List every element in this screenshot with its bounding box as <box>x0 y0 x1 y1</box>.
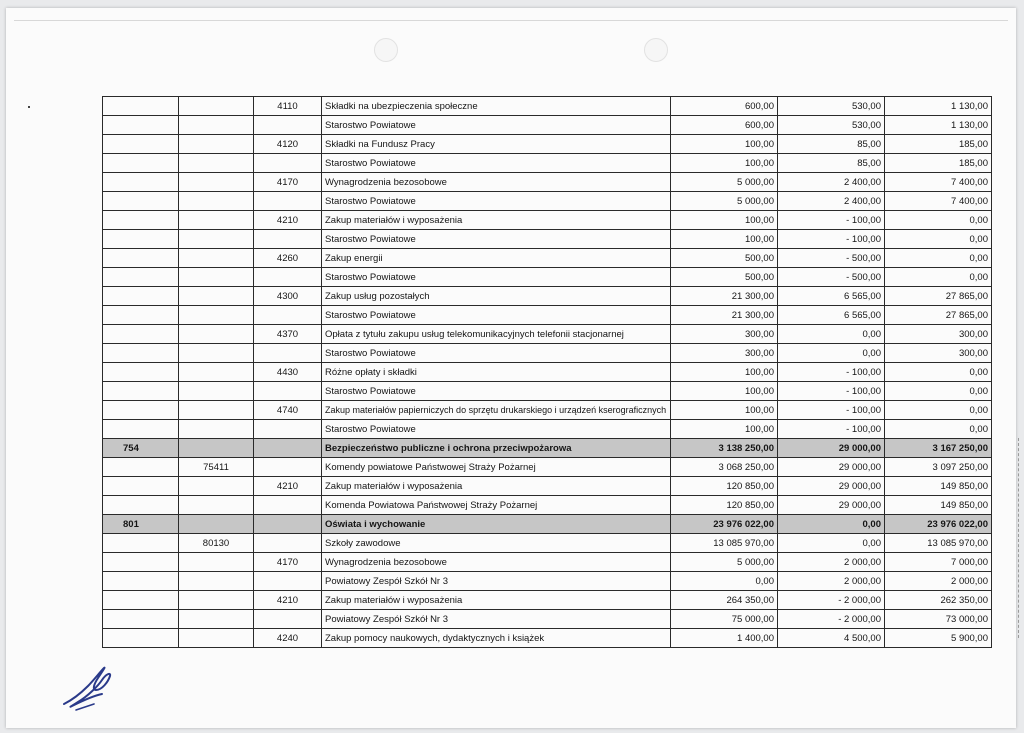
top-edge-line <box>14 20 1008 21</box>
col-plan-after: 23 976 022,00 <box>885 515 992 534</box>
col-change: 530,00 <box>778 97 885 116</box>
table-row <box>103 192 992 211</box>
table-row <box>103 610 992 629</box>
col-plan-after: 1 130,00 <box>885 116 992 135</box>
col-description: Starostwo Powiatowe <box>322 420 671 439</box>
col-paragraf <box>254 515 322 534</box>
col-dzial <box>103 192 179 211</box>
col-plan-before: 3 138 250,00 <box>671 439 778 458</box>
col-dzial: 801 <box>103 515 179 534</box>
col-paragraf <box>254 534 322 553</box>
col-rozdzial <box>179 553 254 572</box>
col-plan-after: 7 400,00 <box>885 192 992 211</box>
table-row <box>103 306 992 325</box>
col-rozdzial <box>179 249 254 268</box>
col-plan-before: 100,00 <box>671 420 778 439</box>
col-change: 29 000,00 <box>778 496 885 515</box>
col-paragraf <box>254 116 322 135</box>
col-change: 0,00 <box>778 344 885 363</box>
col-change: - 100,00 <box>778 382 885 401</box>
col-plan-before: 0,00 <box>671 572 778 591</box>
col-paragraf: 4260 <box>254 249 322 268</box>
col-plan-after: 73 000,00 <box>885 610 992 629</box>
col-plan-after: 1 130,00 <box>885 97 992 116</box>
col-plan-after: 0,00 <box>885 420 992 439</box>
col-plan-after: 0,00 <box>885 401 992 420</box>
col-description: Starostwo Powiatowe <box>322 116 671 135</box>
col-description: Starostwo Powiatowe <box>322 268 671 287</box>
col-plan-after: 300,00 <box>885 344 992 363</box>
col-plan-before: 300,00 <box>671 344 778 363</box>
col-change: - 100,00 <box>778 401 885 420</box>
col-description: Składki na ubezpieczenia społeczne <box>322 97 671 116</box>
col-description: Powiatowy Zespół Szkół Nr 3 <box>322 610 671 629</box>
col-description: Oświata i wychowanie <box>322 515 671 534</box>
col-description: Bezpieczeństwo publiczne i ochrona przeciwpożarowa <box>322 439 671 458</box>
table-row <box>103 363 992 382</box>
col-rozdzial <box>179 306 254 325</box>
col-rozdzial <box>179 135 254 154</box>
table-row <box>103 116 992 135</box>
col-change: - 2 000,00 <box>778 610 885 629</box>
col-paragraf <box>254 439 322 458</box>
col-plan-before: 5 000,00 <box>671 553 778 572</box>
col-plan-before: 100,00 <box>671 363 778 382</box>
col-plan-after: 3 097 250,00 <box>885 458 992 477</box>
table-row <box>103 268 992 287</box>
col-description: Zakup materiałów i wyposażenia <box>322 591 671 610</box>
col-plan-after: 262 350,00 <box>885 591 992 610</box>
col-dzial <box>103 249 179 268</box>
col-dzial <box>103 496 179 515</box>
col-change: - 500,00 <box>778 268 885 287</box>
col-description: Składki na Fundusz Pracy <box>322 135 671 154</box>
col-change: - 100,00 <box>778 230 885 249</box>
col-dzial <box>103 610 179 629</box>
col-change: 2 400,00 <box>778 192 885 211</box>
col-description: Starostwo Powiatowe <box>322 192 671 211</box>
col-plan-after: 27 865,00 <box>885 287 992 306</box>
section-row <box>103 515 992 534</box>
col-paragraf: 4120 <box>254 135 322 154</box>
table-row <box>103 344 992 363</box>
col-change: 2 400,00 <box>778 173 885 192</box>
col-plan-after: 0,00 <box>885 249 992 268</box>
col-dzial <box>103 173 179 192</box>
col-plan-after: 3 167 250,00 <box>885 439 992 458</box>
col-dzial <box>103 420 179 439</box>
col-plan-before: 21 300,00 <box>671 306 778 325</box>
col-description: Starostwo Powiatowe <box>322 306 671 325</box>
table-row <box>103 534 992 553</box>
col-rozdzial <box>179 192 254 211</box>
col-plan-before: 1 400,00 <box>671 629 778 648</box>
table-row <box>103 496 992 515</box>
col-rozdzial <box>179 287 254 306</box>
col-dzial <box>103 306 179 325</box>
col-dzial <box>103 287 179 306</box>
col-description: Opłata z tytułu zakupu usług telekomunikacyjnych telefonii stacjonarnej <box>322 325 671 344</box>
col-dzial <box>103 211 179 230</box>
col-rozdzial <box>179 629 254 648</box>
col-plan-before: 100,00 <box>671 211 778 230</box>
table-row <box>103 591 992 610</box>
table-row <box>103 173 992 192</box>
col-plan-before: 264 350,00 <box>671 591 778 610</box>
col-rozdzial <box>179 496 254 515</box>
table-row <box>103 553 992 572</box>
col-plan-after: 149 850,00 <box>885 496 992 515</box>
col-description: Zakup materiałów i wyposażenia <box>322 211 671 230</box>
col-plan-before: 120 850,00 <box>671 496 778 515</box>
col-description: Zakup materiałów papierniczych do sprzętu drukarskiego i urządzeń kserograficznych <box>322 401 671 420</box>
col-rozdzial <box>179 211 254 230</box>
col-rozdzial <box>179 268 254 287</box>
col-plan-before: 120 850,00 <box>671 477 778 496</box>
col-dzial <box>103 116 179 135</box>
col-plan-before: 100,00 <box>671 135 778 154</box>
col-rozdzial <box>179 97 254 116</box>
col-dzial <box>103 268 179 287</box>
col-paragraf: 4170 <box>254 553 322 572</box>
col-plan-before: 500,00 <box>671 268 778 287</box>
col-change: - 100,00 <box>778 420 885 439</box>
col-description: Starostwo Powiatowe <box>322 344 671 363</box>
col-paragraf <box>254 496 322 515</box>
col-change: 29 000,00 <box>778 458 885 477</box>
col-description: Wynagrodzenia bezosobowe <box>322 173 671 192</box>
table-row <box>103 401 992 420</box>
col-plan-after: 149 850,00 <box>885 477 992 496</box>
col-dzial <box>103 534 179 553</box>
col-dzial <box>103 344 179 363</box>
table-row <box>103 249 992 268</box>
col-description: Zakup pomocy naukowych, dydaktycznych i książek <box>322 629 671 648</box>
col-plan-before: 100,00 <box>671 230 778 249</box>
col-plan-before: 5 000,00 <box>671 192 778 211</box>
table-row <box>103 572 992 591</box>
col-paragraf: 4240 <box>254 629 322 648</box>
col-plan-after: 2 000,00 <box>885 572 992 591</box>
table-row <box>103 135 992 154</box>
col-rozdzial <box>179 325 254 344</box>
col-plan-after: 5 900,00 <box>885 629 992 648</box>
col-plan-after: 0,00 <box>885 382 992 401</box>
col-description: Komendy powiatowe Państwowej Straży Pożarnej <box>322 458 671 477</box>
col-change: 0,00 <box>778 534 885 553</box>
col-plan-before: 23 976 022,00 <box>671 515 778 534</box>
table-row <box>103 477 992 496</box>
col-plan-before: 100,00 <box>671 401 778 420</box>
col-plan-after: 185,00 <box>885 135 992 154</box>
col-change: 6 565,00 <box>778 287 885 306</box>
col-change: 6 565,00 <box>778 306 885 325</box>
col-dzial <box>103 401 179 420</box>
col-paragraf: 4210 <box>254 211 322 230</box>
col-paragraf <box>254 344 322 363</box>
col-plan-before: 75 000,00 <box>671 610 778 629</box>
table-row <box>103 629 992 648</box>
col-paragraf <box>254 420 322 439</box>
col-plan-after: 13 085 970,00 <box>885 534 992 553</box>
col-plan-after: 0,00 <box>885 230 992 249</box>
col-description: Różne opłaty i składki <box>322 363 671 382</box>
col-change: 0,00 <box>778 515 885 534</box>
table-row <box>103 154 992 173</box>
col-rozdzial <box>179 154 254 173</box>
col-paragraf <box>254 572 322 591</box>
col-rozdzial <box>179 591 254 610</box>
col-rozdzial <box>179 363 254 382</box>
col-description: Zakup usług pozostałych <box>322 287 671 306</box>
table-row <box>103 211 992 230</box>
col-paragraf: 4110 <box>254 97 322 116</box>
col-change: 29 000,00 <box>778 439 885 458</box>
col-description: Starostwo Powiatowe <box>322 382 671 401</box>
col-description: Zakup materiałów i wyposażenia <box>322 477 671 496</box>
col-dzial <box>103 382 179 401</box>
table-row <box>103 325 992 344</box>
col-plan-before: 100,00 <box>671 382 778 401</box>
edge-perforation <box>1018 438 1022 638</box>
col-rozdzial <box>179 610 254 629</box>
col-description: Szkoły zawodowe <box>322 534 671 553</box>
col-rozdzial <box>179 420 254 439</box>
col-dzial <box>103 230 179 249</box>
col-paragraf: 4430 <box>254 363 322 382</box>
table-row <box>103 420 992 439</box>
col-rozdzial <box>179 515 254 534</box>
col-rozdzial <box>179 477 254 496</box>
col-plan-before: 3 068 250,00 <box>671 458 778 477</box>
col-dzial <box>103 154 179 173</box>
col-dzial <box>103 325 179 344</box>
col-change: - 100,00 <box>778 211 885 230</box>
table-row <box>103 97 992 116</box>
col-change: 2 000,00 <box>778 572 885 591</box>
col-dzial <box>103 363 179 382</box>
col-plan-after: 185,00 <box>885 154 992 173</box>
col-plan-after: 7 400,00 <box>885 173 992 192</box>
col-change: - 100,00 <box>778 363 885 382</box>
col-change: 29 000,00 <box>778 477 885 496</box>
col-dzial <box>103 629 179 648</box>
col-dzial <box>103 477 179 496</box>
col-change: 2 000,00 <box>778 553 885 572</box>
col-dzial <box>103 572 179 591</box>
col-rozdzial <box>179 173 254 192</box>
table-row <box>103 287 992 306</box>
col-plan-after: 0,00 <box>885 211 992 230</box>
col-plan-after: 0,00 <box>885 268 992 287</box>
section-row <box>103 439 992 458</box>
col-rozdzial <box>179 439 254 458</box>
col-plan-before: 600,00 <box>671 116 778 135</box>
margin-mark <box>28 106 30 108</box>
col-change: 85,00 <box>778 135 885 154</box>
col-plan-before: 600,00 <box>671 97 778 116</box>
col-paragraf <box>254 306 322 325</box>
handwritten-initials <box>58 660 118 716</box>
table-row <box>103 230 992 249</box>
col-description: Wynagrodzenia bezosobowe <box>322 553 671 572</box>
col-change: 0,00 <box>778 325 885 344</box>
col-change: - 2 000,00 <box>778 591 885 610</box>
col-description: Komenda Powiatowa Państwowej Straży Pożarnej <box>322 496 671 515</box>
col-plan-after: 27 865,00 <box>885 306 992 325</box>
col-dzial <box>103 553 179 572</box>
col-paragraf <box>254 268 322 287</box>
col-paragraf: 4370 <box>254 325 322 344</box>
col-paragraf <box>254 230 322 249</box>
col-plan-after: 0,00 <box>885 363 992 382</box>
col-change: - 500,00 <box>778 249 885 268</box>
col-paragraf <box>254 382 322 401</box>
col-description: Zakup energii <box>322 249 671 268</box>
table-row <box>103 458 992 477</box>
col-rozdzial <box>179 344 254 363</box>
col-change: 4 500,00 <box>778 629 885 648</box>
col-plan-before: 13 085 970,00 <box>671 534 778 553</box>
col-change: 85,00 <box>778 154 885 173</box>
col-dzial: 754 <box>103 439 179 458</box>
col-plan-after: 7 000,00 <box>885 553 992 572</box>
punch-hole <box>374 38 398 62</box>
col-dzial <box>103 458 179 477</box>
col-rozdzial <box>179 572 254 591</box>
col-paragraf: 4210 <box>254 477 322 496</box>
table-row <box>103 382 992 401</box>
col-rozdzial: 75411 <box>179 458 254 477</box>
col-description: Starostwo Powiatowe <box>322 230 671 249</box>
col-change: 530,00 <box>778 116 885 135</box>
col-rozdzial <box>179 116 254 135</box>
col-rozdzial <box>179 230 254 249</box>
col-plan-before: 21 300,00 <box>671 287 778 306</box>
col-paragraf: 4740 <box>254 401 322 420</box>
col-plan-after: 300,00 <box>885 325 992 344</box>
col-rozdzial <box>179 382 254 401</box>
col-paragraf: 4300 <box>254 287 322 306</box>
col-paragraf <box>254 154 322 173</box>
col-paragraf <box>254 192 322 211</box>
col-plan-before: 500,00 <box>671 249 778 268</box>
col-rozdzial: 80130 <box>179 534 254 553</box>
col-plan-before: 5 000,00 <box>671 173 778 192</box>
col-plan-before: 300,00 <box>671 325 778 344</box>
col-paragraf <box>254 610 322 629</box>
punch-hole <box>644 38 668 62</box>
col-dzial <box>103 591 179 610</box>
col-rozdzial <box>179 401 254 420</box>
budget-table <box>102 96 992 648</box>
col-paragraf: 4210 <box>254 591 322 610</box>
col-paragraf: 4170 <box>254 173 322 192</box>
col-description: Powiatowy Zespół Szkół Nr 3 <box>322 572 671 591</box>
col-plan-before: 100,00 <box>671 154 778 173</box>
col-description: Starostwo Powiatowe <box>322 154 671 173</box>
col-paragraf <box>254 458 322 477</box>
col-dzial <box>103 97 179 116</box>
col-dzial <box>103 135 179 154</box>
